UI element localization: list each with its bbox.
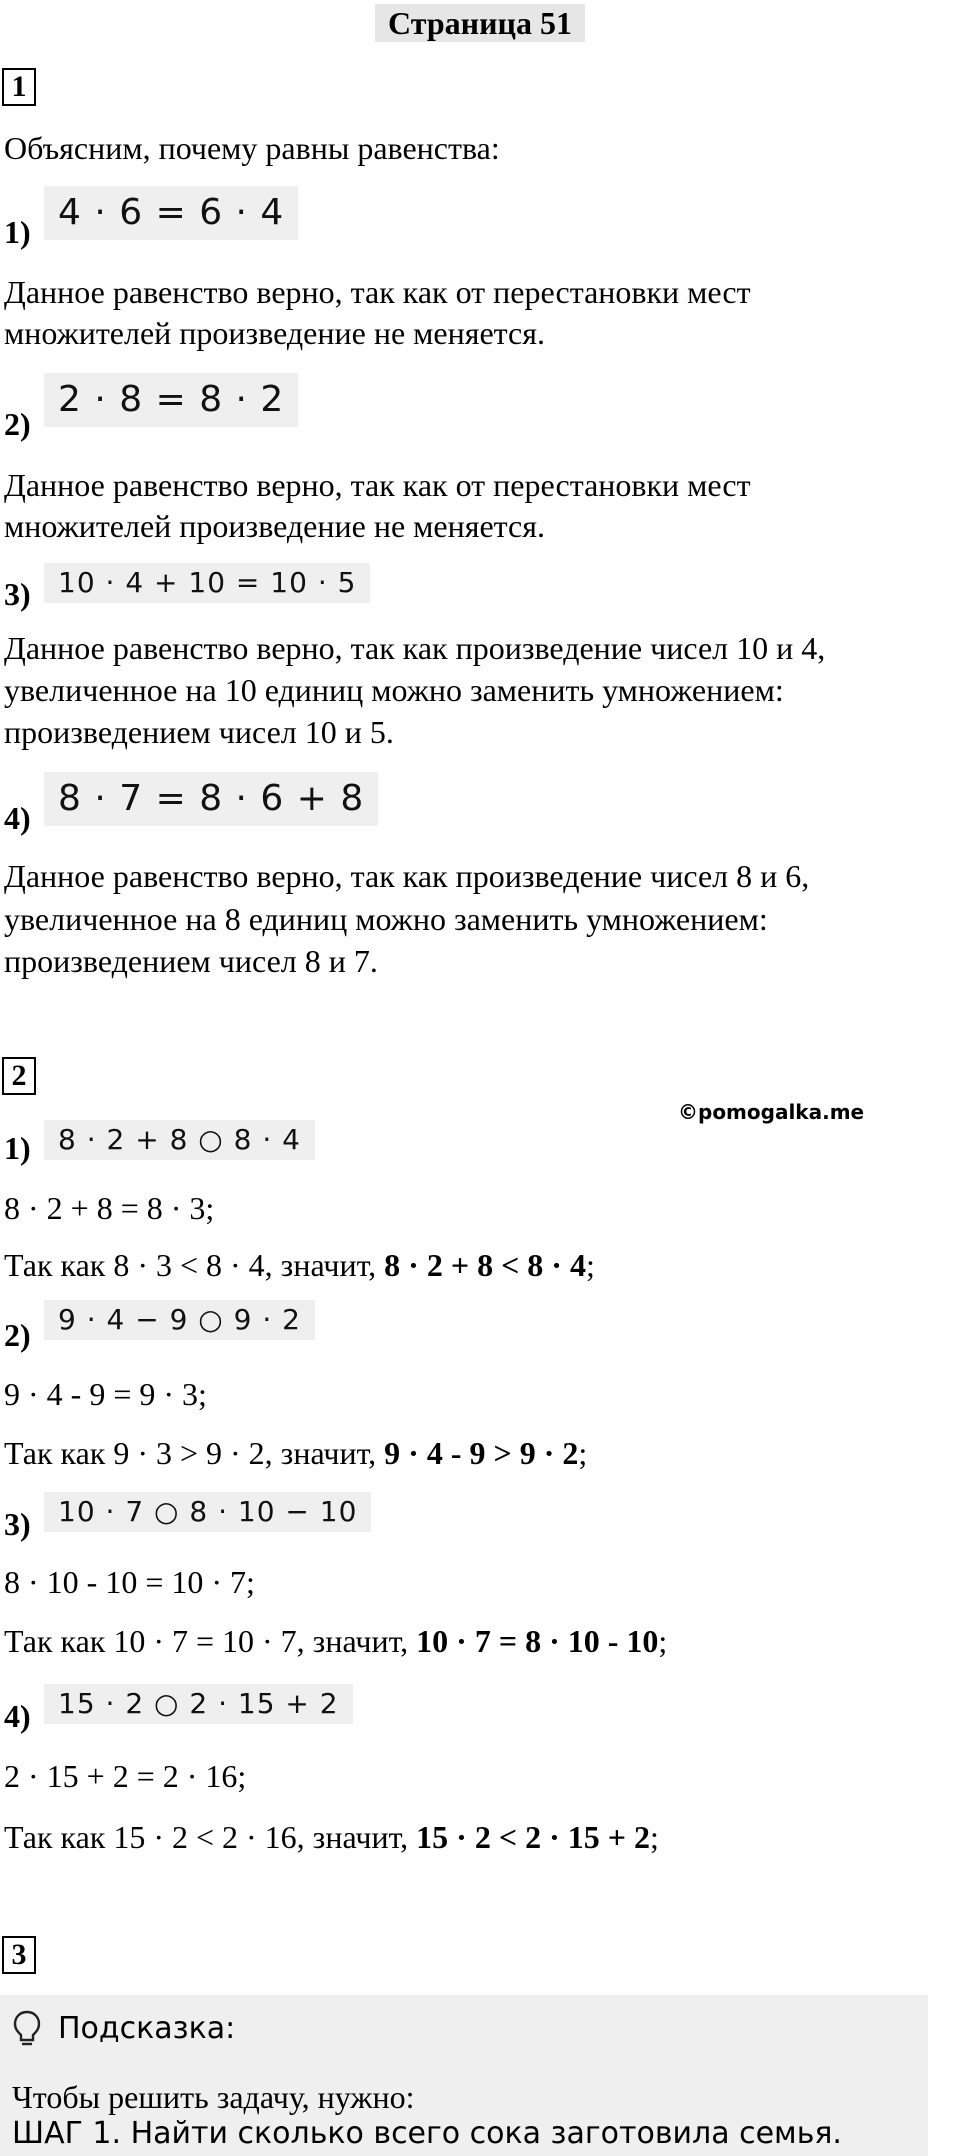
site-credit: ©pomogalka.me [678,1100,865,1124]
explanation-line: произведением чисел 10 и 5. [4,714,394,750]
answer: 15 · 2 < 2 · 15 + 2 [416,1819,650,1855]
task2-item-number: 3) [4,1506,31,1542]
task-number-2: 2 [2,1057,36,1095]
step-line [12,2116,842,2151]
equation-image: 4 · 6 = 6 · 4 [44,186,298,240]
explanation-line: Данное равенство верно, так как произведение чисел 10 и 4, [4,630,826,666]
task-number-3: 3 [2,1936,36,1974]
explanation-line: множителей произведение не меняется. [4,508,545,544]
answer: 9 · 4 - 9 > 9 · 2 [384,1435,579,1471]
task2-item-number: 2) [4,1317,31,1353]
calculation-line: 8 · 10 - 10 = 10 · 7; [4,1564,255,1600]
explanation-line: увеличенное на 8 единиц можно заменить умножением: [4,901,768,937]
hint-text: Чтобы решить задачу, нужно: [12,2079,415,2115]
task-number-1: 1 [2,68,36,106]
explanation-line: произведением чисел 8 и 7. [4,943,378,979]
explanation-line: увеличенное на 10 единиц можно заменить умножением: [4,672,784,708]
explanation-line: Данное равенство верно, так как от перестановки мест [4,274,751,310]
answer: 10 · 7 = 8 · 10 - 10 [416,1623,659,1659]
conclusion-line: Так как 15 · 2 < 2 · 16, значит, 15 · 2 < 2 · 15 + 2; [4,1819,659,1855]
conclusion-line: Так как 10 · 7 = 10 · 7, значит, 10 · 7 = 8 · 10 - 10; [4,1623,668,1659]
comparison-image: 9 · 4 − 9 ○ 9 · 2 [44,1300,315,1340]
task1-item-number: 3) [4,576,31,612]
hint-title: Подсказка: [58,2011,236,2046]
explanation-line: множителей произведение не меняется. [4,315,545,351]
equation-image: 2 · 8 = 8 · 2 [44,373,298,427]
step-label: ШАГ 1. [12,2116,122,2151]
explanation-line: Данное равенство верно, так как произведение чисел 8 и 6, [4,858,810,894]
task1-intro: Объясним, почему равны равенства: [4,130,500,166]
calculation-line: 9 · 4 - 9 = 9 · 3; [4,1376,207,1412]
step-text: Найти сколько всего сока заготовила семья. [121,2116,842,2151]
explanation-line: Данное равенство верно, так как от перестановки мест [4,467,751,503]
calculation-line: 8 · 2 + 8 = 8 · 3; [4,1190,215,1226]
task1-item-number: 1) [4,214,31,250]
lightbulb-icon [12,2009,42,2054]
comparison-image: 8 · 2 + 8 ○ 8 · 4 [44,1120,315,1160]
conclusion-line: Так как 8 · 3 < 8 · 4, значит, 8 · 2 + 8 < 8 · 4; [4,1247,595,1283]
comparison-image: 15 · 2 ○ 2 · 15 + 2 [44,1684,353,1724]
task1-item-number: 4) [4,800,31,836]
calculation-line: 2 · 15 + 2 = 2 · 16; [4,1758,247,1794]
hint-panel [0,1995,928,2156]
equation-image: 10 · 4 + 10 = 10 · 5 [44,563,370,603]
task1-item-number: 2) [4,406,31,442]
conclusion-line: Так как 9 · 3 > 9 · 2, значит, 9 · 4 - 9 > 9 · 2; [4,1435,588,1471]
comparison-image: 10 · 7 ○ 8 · 10 − 10 [44,1492,371,1532]
page-title: Страница 51 [375,4,585,42]
task2-item-number: 4) [4,1698,31,1734]
task2-item-number: 1) [4,1130,31,1166]
answer: 8 · 2 + 8 < 8 · 4 [384,1247,586,1283]
equation-image: 8 · 7 = 8 · 6 + 8 [44,772,378,826]
